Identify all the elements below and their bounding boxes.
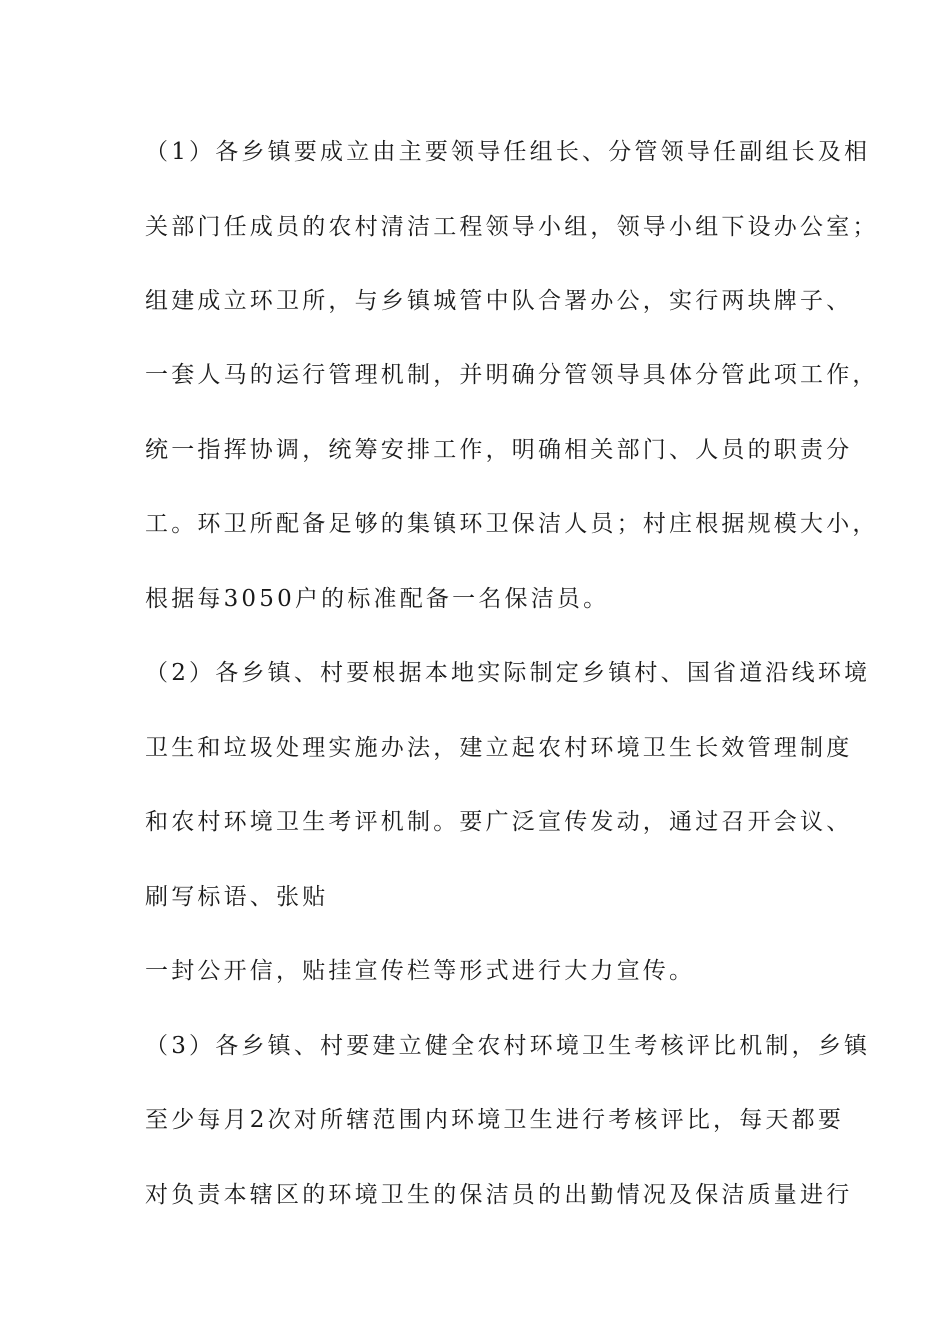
text-line: 组建成立环卫所，与乡镇城管中队合署办公，实行两块牌子、 (145, 288, 853, 314)
text-line: （1）各乡镇要成立由主要领导任组长、分管领导任副组长及相 (145, 139, 871, 165)
text-line: 对负责本辖区的环境卫生的保洁员的出勤情况及保洁质量进行 (145, 1182, 853, 1208)
text-line: 刷写标语、张贴 (145, 884, 329, 910)
text-line: （3）各乡镇、村要建立健全农村环境卫生考核评比机制，乡镇 (145, 1033, 871, 1059)
text-line: 卫生和垃圾处理实施办法，建立起农村环境卫生长效管理制度 (145, 735, 853, 761)
text-line: 统一指挥协调，统筹安排工作，明确相关部门、人员的职责分 (145, 437, 853, 463)
text-line: 至少每月2次对所辖范围内环境卫生进行考核评比，每天都要 (145, 1107, 845, 1133)
text-line: （2）各乡镇、村要根据本地实际制定乡镇村、国省道沿线环境 (145, 660, 871, 686)
text-line: 工。环卫所配备足够的集镇环卫保洁人员；村庄根据规模大小， (145, 511, 879, 537)
text-line: 一封公开信，贴挂宣传栏等形式进行大力宣传。 (145, 958, 696, 984)
text-line: 关部门任成员的农村清洁工程领导小组，领导小组下设办公室； (145, 214, 879, 240)
text-line: 根据每3050户的标准配备一名保洁员。 (145, 586, 610, 612)
text-line: 和农村环境卫生考评机制。要广泛宣传发动，通过召开会议、 (145, 809, 853, 835)
text-line: 一套人马的运行管理机制，并明确分管领导具体分管此项工作， (145, 362, 879, 388)
